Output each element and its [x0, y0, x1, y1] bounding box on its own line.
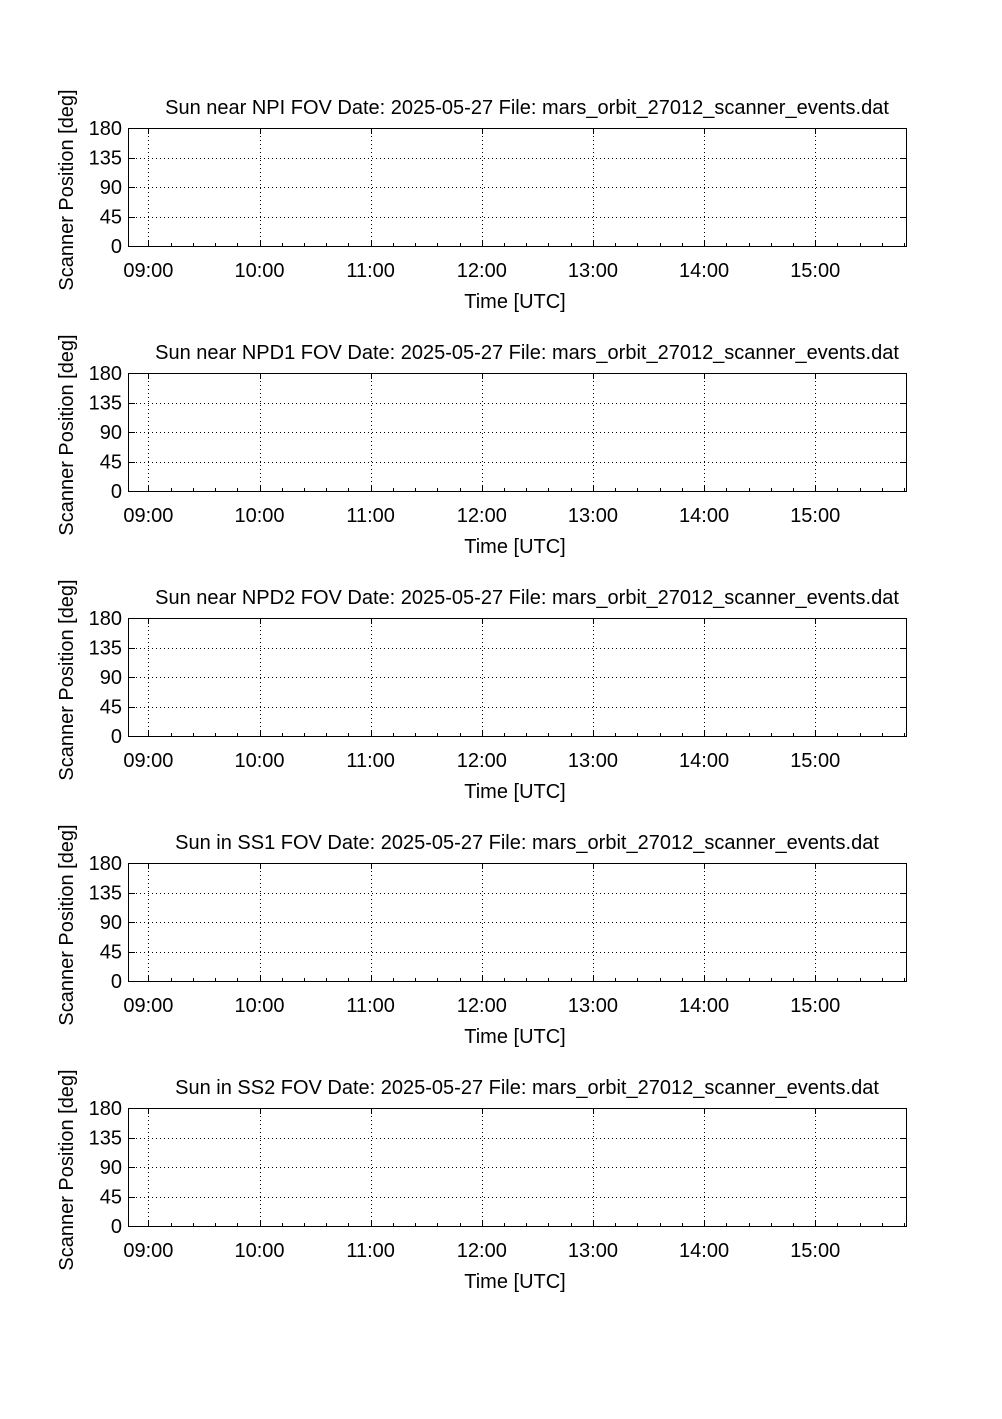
x-axis-label: Time [UTC]: [464, 536, 566, 558]
y-tick-label: 45: [99, 1186, 122, 1209]
x-tick-label: 09:00: [123, 995, 174, 1017]
chart-panel-5: [56, 1069, 907, 1293]
x-axis-label: Time [UTC]: [464, 1026, 566, 1048]
chart-title: Sun in SS2 FOV Date: 2025-05-27 File: mars_orbit_27012_scanner_events.dat: [175, 1077, 879, 1099]
y-tick-label: 45: [99, 696, 122, 719]
y-tick-label: 135: [88, 1127, 122, 1150]
x-tick-label: 11:00: [346, 750, 395, 772]
x-tick-label: 13:00: [567, 1240, 618, 1262]
x-tick-label: 14:00: [679, 260, 730, 282]
x-tick-label: 09:00: [123, 505, 174, 527]
x-tick-label: 11:00: [346, 1240, 395, 1262]
chart-title: Sun near NPD2 FOV Date: 2025-05-27 File: mars_orbit_27012_scanner_events.dat: [155, 587, 899, 609]
y-tick-label: 45: [99, 206, 122, 229]
x-tick-label: 11:00: [346, 505, 395, 527]
x-tick-label: 15:00: [790, 750, 841, 772]
y-tick-label: 0: [110, 236, 122, 258]
y-tick-label: 0: [110, 481, 122, 503]
y-tick-label: 0: [110, 1216, 122, 1238]
x-tick-label: 11:00: [346, 995, 395, 1017]
x-tick-label: 13:00: [567, 995, 618, 1017]
x-axis-label: Time [UTC]: [464, 291, 566, 313]
x-tick-label: 09:00: [123, 1240, 174, 1262]
y-tick-label: 135: [88, 147, 122, 170]
y-tick-label: 180: [88, 853, 122, 875]
y-tick-label: 180: [88, 363, 122, 385]
y-axis-label: Scanner Position [deg]: [56, 1069, 78, 1271]
x-tick-label: 10:00: [234, 1240, 285, 1262]
chart-title: Sun in SS1 FOV Date: 2025-05-27 File: mars_orbit_27012_scanner_events.dat: [175, 832, 879, 854]
chart-panel-1: [56, 89, 907, 313]
x-axis-label: Time [UTC]: [464, 781, 566, 803]
y-tick-label: 0: [110, 726, 122, 748]
x-tick-label: 14:00: [679, 995, 730, 1017]
y-tick-label: 90: [99, 177, 122, 199]
x-tick-label: 15:00: [790, 995, 841, 1017]
plot-frame: [129, 864, 907, 982]
y-tick-label: 90: [99, 667, 122, 689]
chart-title: Sun near NPD1 FOV Date: 2025-05-27 File: mars_orbit_27012_scanner_events.dat: [155, 342, 899, 364]
chart-title: Sun near NPI FOV Date: 2025-05-27 File: mars_orbit_27012_scanner_events.dat: [165, 97, 889, 119]
plot-frame: [129, 619, 907, 737]
y-tick-label: 135: [88, 882, 122, 905]
chart-panel-2: [56, 334, 907, 558]
x-tick-label: 12:00: [456, 995, 507, 1017]
x-tick-label: 10:00: [234, 750, 285, 772]
x-tick-label: 10:00: [234, 260, 285, 282]
y-tick-label: 135: [88, 392, 122, 415]
plot-frame: [129, 374, 907, 492]
y-tick-label: 45: [99, 941, 122, 964]
x-tick-label: 12:00: [456, 260, 507, 282]
x-tick-label: 09:00: [123, 260, 174, 282]
y-tick-label: 0: [110, 971, 122, 993]
y-tick-label: 135: [88, 637, 122, 660]
x-tick-label: 14:00: [679, 750, 730, 772]
y-tick-label: 90: [99, 1157, 122, 1179]
x-axis-label: Time [UTC]: [464, 1271, 566, 1293]
x-tick-label: 12:00: [456, 505, 507, 527]
x-tick-label: 11:00: [346, 260, 395, 282]
x-tick-label: 15:00: [790, 260, 841, 282]
x-tick-label: 10:00: [234, 505, 285, 527]
chart-panel-4: [56, 824, 907, 1048]
x-tick-label: 15:00: [790, 1240, 841, 1262]
y-tick-label: 180: [88, 608, 122, 630]
x-tick-label: 13:00: [567, 505, 618, 527]
x-tick-label: 10:00: [234, 995, 285, 1017]
plot-frame: [129, 129, 907, 247]
x-tick-label: 13:00: [567, 750, 618, 772]
x-tick-label: 09:00: [123, 750, 174, 772]
x-tick-label: 12:00: [456, 1240, 507, 1262]
x-tick-label: 14:00: [679, 505, 730, 527]
y-tick-label: 180: [88, 1098, 122, 1120]
y-tick-label: 90: [99, 912, 122, 934]
y-tick-label: 45: [99, 451, 122, 474]
y-tick-label: 180: [88, 118, 122, 140]
chart-panel-3: [56, 579, 907, 803]
x-tick-label: 15:00: [790, 505, 841, 527]
x-tick-label: 12:00: [456, 750, 507, 772]
y-axis-label: Scanner Position [deg]: [56, 89, 78, 291]
y-axis-label: Scanner Position [deg]: [56, 824, 78, 1026]
y-axis-label: Scanner Position [deg]: [56, 334, 78, 536]
y-tick-label: 90: [99, 422, 122, 444]
x-tick-label: 13:00: [567, 260, 618, 282]
x-tick-label: 14:00: [679, 1240, 730, 1262]
plot-frame: [129, 1109, 907, 1227]
y-axis-label: Scanner Position [deg]: [56, 579, 78, 781]
